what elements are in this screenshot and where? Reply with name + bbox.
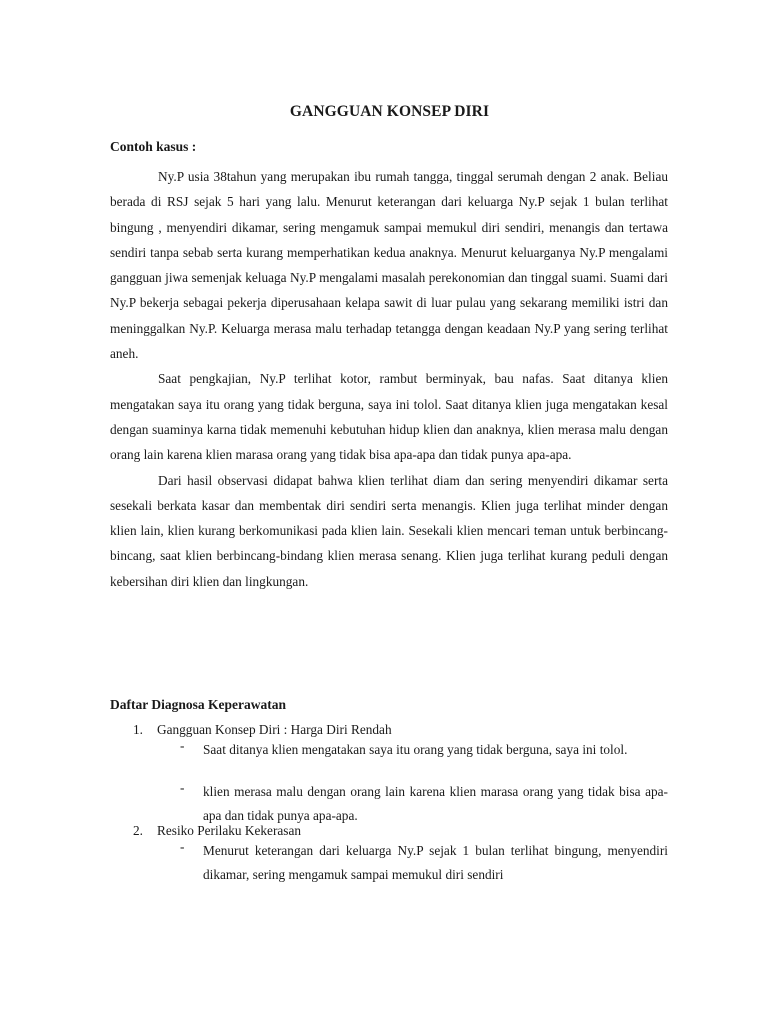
diagnosis-number: 1. <box>133 722 143 737</box>
case-description <box>110 164 668 594</box>
diagnosis-label: Gangguan Konsep Diri : Harga Diri Rendah <box>157 722 392 737</box>
diagnosis-point-text: klien merasa malu dengan orang lain karena klien marasa orang yang tidak bisa apa-apa dan tidak punya apa-apa. <box>203 784 668 823</box>
case-paragraph: Saat pengkajian, Ny.P terlihat kotor, rambut berminyak, bau nafas. Saat ditanya klien mengatakan saya itu orang yang tidak berguna, saya ini tolol. Saat ditanya klien juga mengatakan kesal dengan suaminya karna tidak memenuhi kebutuhan hidup klien dan anaknya, klien merasa malu dengan orang lain karena klien marasa orang yang tidak bisa apa-apa dan tidak punya apa-apa. <box>110 371 668 463</box>
case-paragraph: Dari hasil observasi didapat bahwa klien terlihat diam dan sering menyendiri dikamar serta sesekali berkata kasar dan membentak diri sendiri serta menangis. Klien juga terlihat minder dengan klien lain, klien kurang berkomunikasi pada klien lain. Sesekali klien mencari teman untuk berbincang-bincang, saat klien berbincang-bindang klien merasa senang. Klien juga terlihat kurang peduli dengan kebersihan diri klien dan lingkungan. <box>110 472 668 589</box>
diagnosis-point-text: Menurut keterangan dari keluarga Ny.P sejak 1 bulan terlihat bingung, menyendiri dikamar, sering mengamuk sampai memukul diri sendiri <box>203 843 668 882</box>
diagnosis-heading: Daftar Diagnosa Keperawatan <box>110 697 286 712</box>
document-title: GANGGUAN KONSEP DIRI <box>289 103 490 120</box>
case-heading: Contoh kasus : <box>110 139 197 154</box>
bullet-dash: - <box>180 738 185 753</box>
case-paragraph: Ny.P usia 38tahun yang merupakan ibu rumah tangga, tinggal serumah dengan 2 anak. Beliau berada di RSJ sejak 5 hari yang lalu. Menurut keterangan dari keluarga Ny.P sejak 1 bulan terlihat bingung , menyendiri dikamar, sering mengamuk sampai memukul diri sendiri, menangis dan tertawa sendiri tanpa sebab serta kurang memperhatikan kedua anaknya. Menurut keluarganya Ny.P mengalami gangguan jiwa semenjak keluaga Ny.P mengalami masalah perekonomian dan tinggal suami. Suami dari Ny.P bekerja sebagai pekerja diperusahaan kelapa sawit di luar pulau yang sekarang memiliki istri dan meninggalkan Ny.P. Keluarga merasa malu terhadap tetangga dengan keadaan Ny.P yang sering terlihat aneh. <box>110 169 668 362</box>
diagnosis-label: Resiko Perilaku Kekerasan <box>157 823 302 838</box>
bullet-dash: - <box>180 839 185 854</box>
diagnosis-point-text: Saat ditanya klien mengatakan saya itu orang yang tidak berguna, saya ini tolol. <box>203 742 628 757</box>
bullet-dash: - <box>180 780 185 795</box>
diagnosis-number: 2. <box>133 823 143 838</box>
